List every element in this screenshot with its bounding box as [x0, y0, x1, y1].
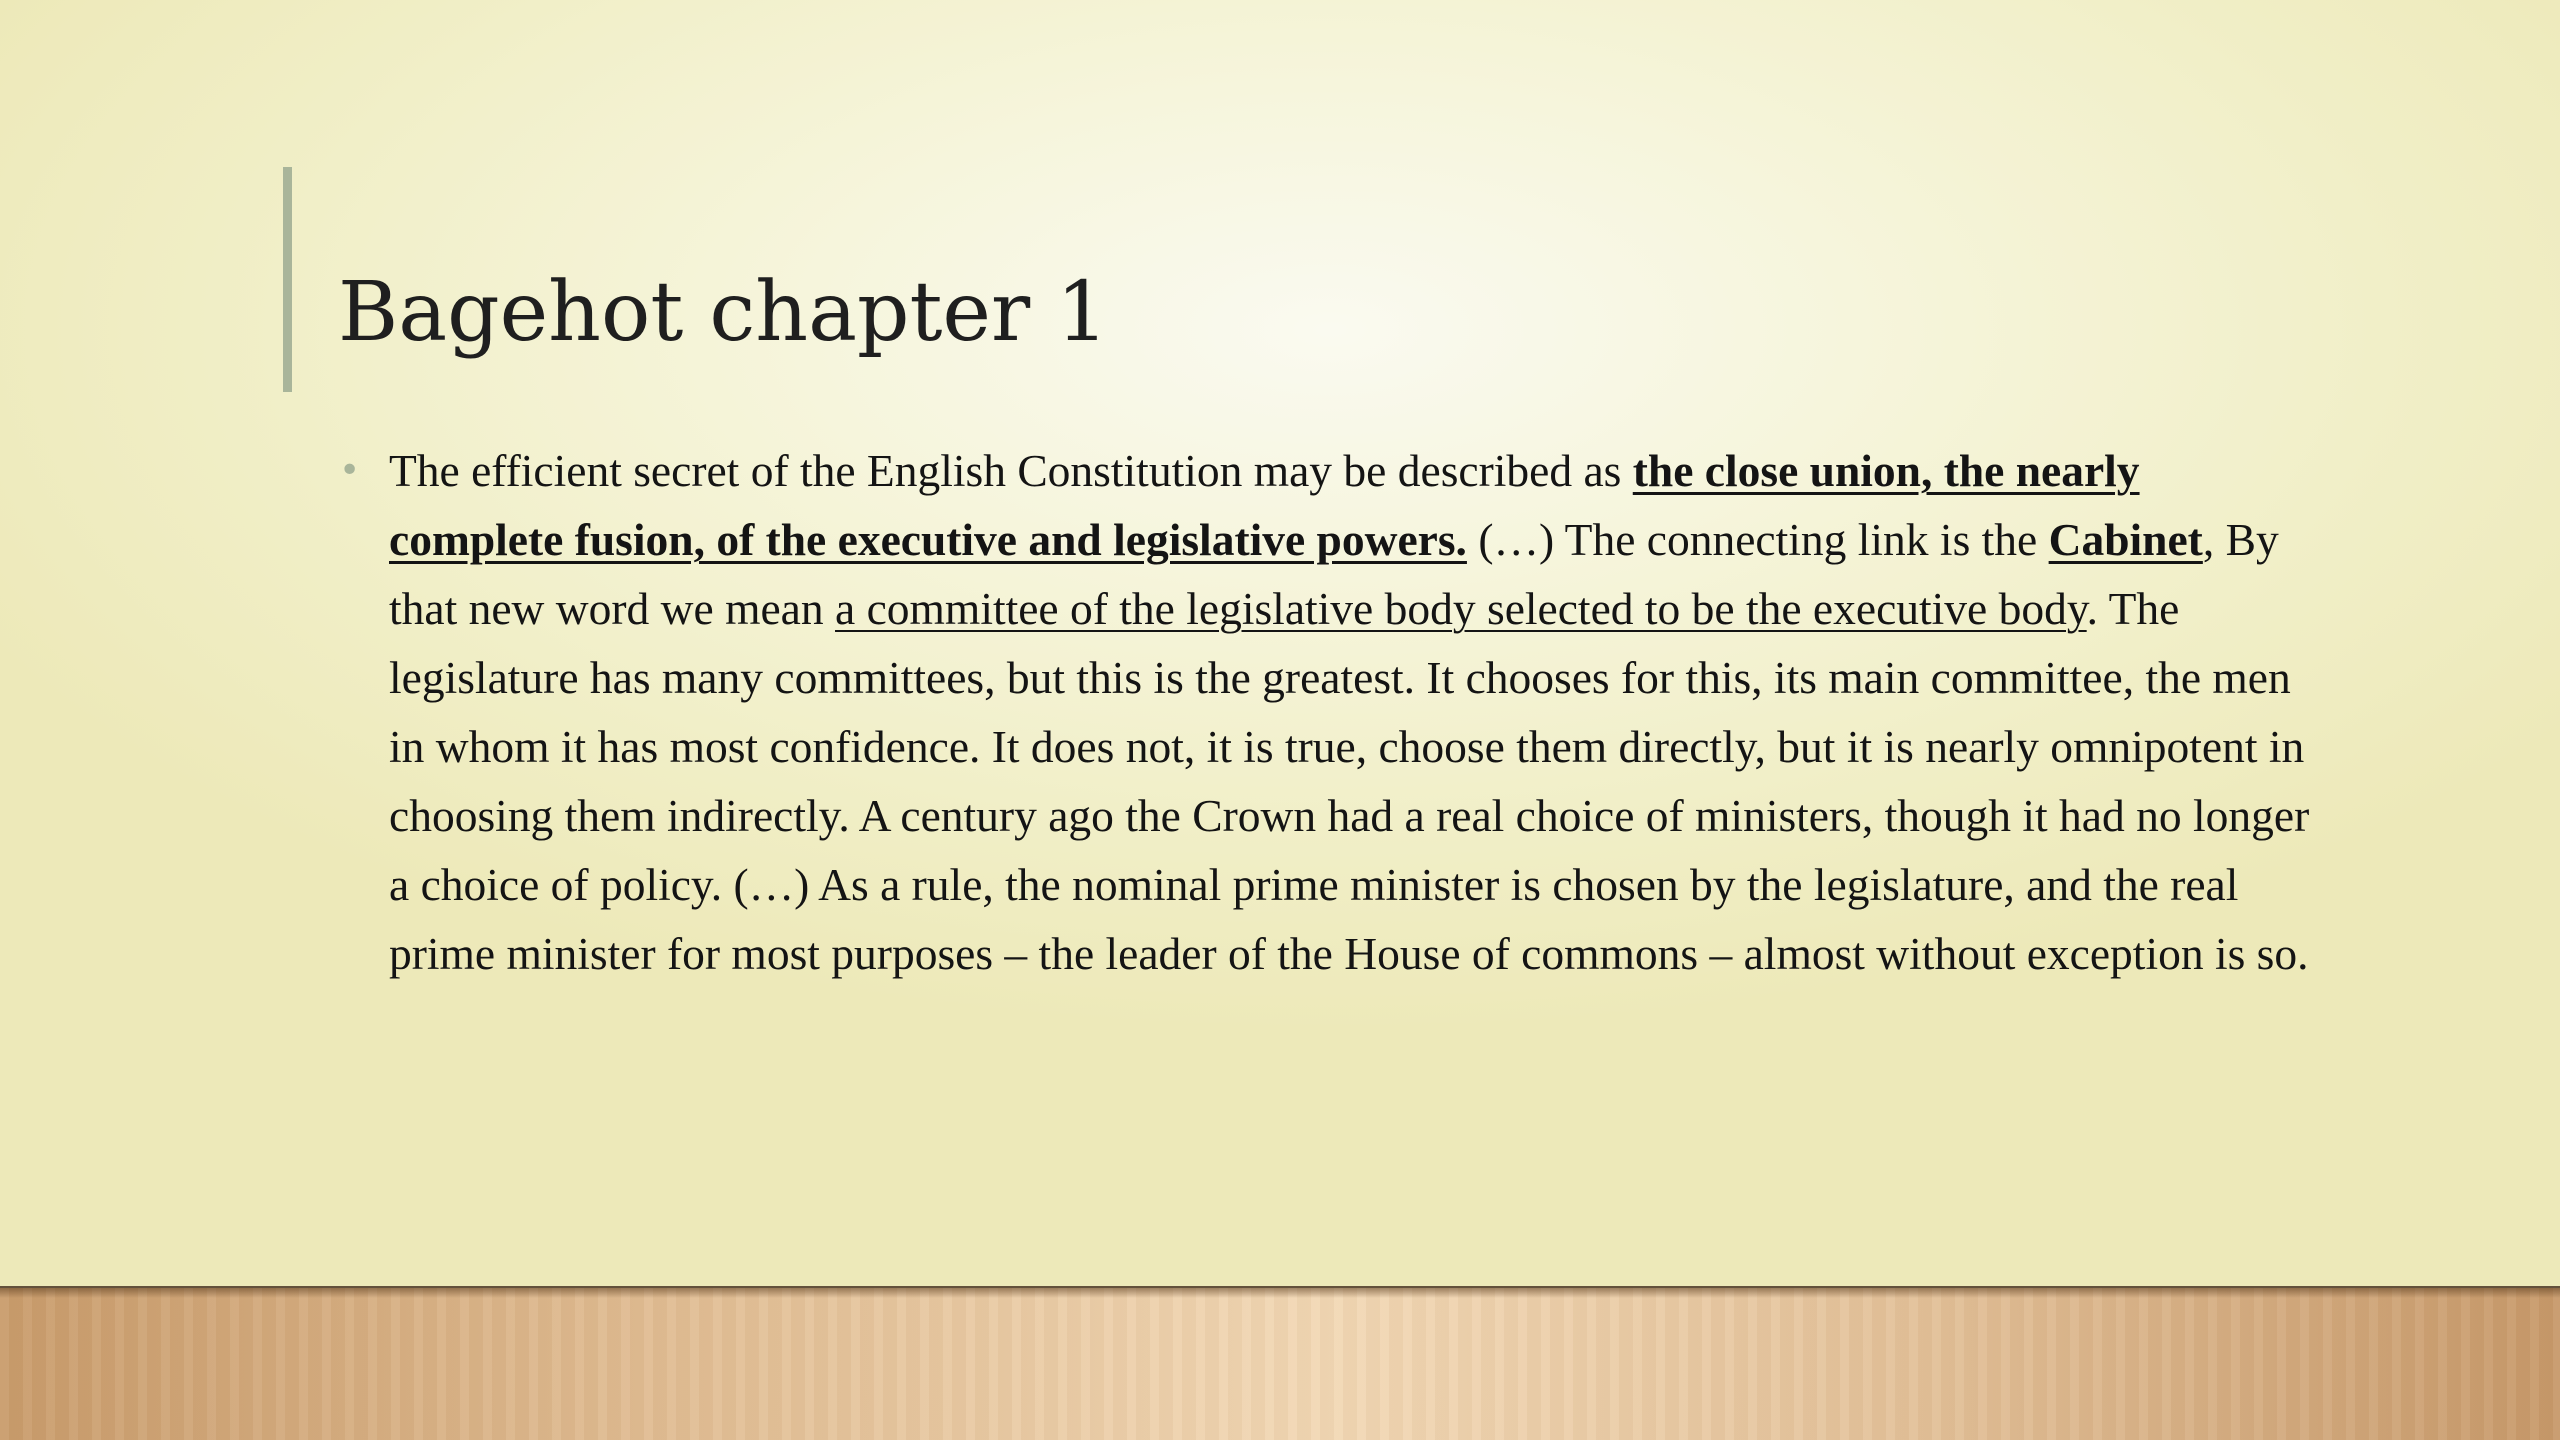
slide-body	[339, 436, 2319, 988]
title-accent-bar	[283, 167, 292, 392]
slide-title: Bagehot chapter 1	[338, 265, 1109, 360]
emphasis-fusion-of-powers: the close union, the nearly complete fusion, of the executive and legislative powers.	[389, 445, 2140, 565]
emphasis-cabinet: Cabinet	[2048, 514, 2203, 565]
wood-floor-background	[0, 1288, 2560, 1440]
bullet-icon: •	[339, 450, 361, 491]
text-segment: . The legislature has many committees, but this is the greatest. It chooses for this, its main committee, the men in whom it has most confidence. It does not, it is true, choose them directly, but it is nearly omnipotent in choosing them indirectly. A century ago the Crown had a real choice of ministers, though it had no longer a choice of policy. (…) As a rule, the nominal prime minister is chosen by the legislature, and the real prime minister for most purposes – the leader of the House of commons – almost without exception is so.	[389, 583, 2310, 979]
underlined-definition: a committee of the legislative body selected to be the executive body	[835, 583, 2087, 634]
text-segment: (…) The connecting link is the	[1466, 514, 2049, 565]
quote-paragraph	[389, 436, 2319, 988]
text-segment: , By that new word we mean	[389, 514, 2279, 634]
text-segment: The efficient secret of the English Constitution may be described as	[389, 445, 1633, 496]
